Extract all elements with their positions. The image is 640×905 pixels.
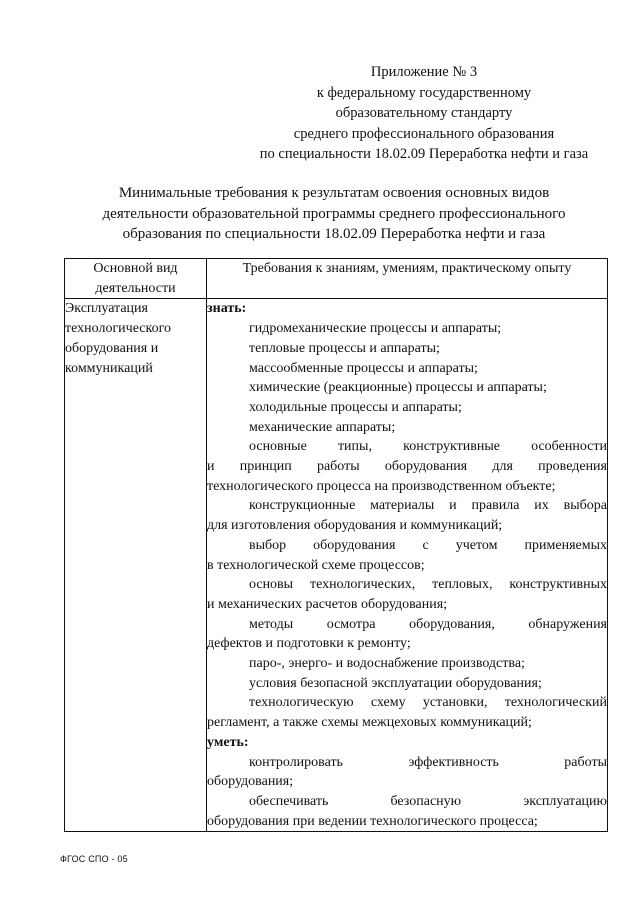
list-item: методы осмотра оборудования, обнаружения — [249, 616, 607, 632]
requirements-table — [64, 258, 608, 832]
list-item-continued: и механических расчетов оборудования; — [207, 596, 448, 612]
list-item: гидромеханические процессы и аппараты; — [249, 321, 502, 337]
list-item: холодильные процессы и аппараты; — [249, 399, 462, 415]
column-header-activity — [65, 259, 207, 299]
heading-line: Минимальные требования к результатам освоения основных видов — [118, 185, 550, 201]
appendix-line: образовательному стандарту — [335, 105, 513, 121]
activity-line: технологического — [65, 321, 171, 337]
requirements-cell — [207, 299, 608, 832]
appendix-block — [220, 62, 628, 165]
table-header-row — [65, 259, 608, 299]
list-item: выбор оборудования с учетом применяемых — [249, 537, 607, 553]
list-item-continued: и принцип работы оборудования для проведения — [207, 459, 607, 475]
footer-code: ФГОС СПО - 05 — [60, 854, 128, 864]
appendix-line: к федеральному государственному — [316, 84, 532, 101]
activity-line: Эксплуатация — [65, 301, 148, 317]
appendix-line: по специальности 18.02.09 Переработка нефти и газа — [259, 146, 589, 162]
appendix-line: среднего профессионального образования — [293, 125, 555, 142]
list-item: массообменные процессы и аппараты; — [249, 360, 478, 376]
list-item-continued: оборудования; — [207, 774, 294, 790]
list-item: основы технологических, тепловых, конструктивных — [249, 577, 607, 593]
list-item-continued: для изготовления оборудования и коммуникаций; — [207, 518, 503, 534]
know-label: знать: — [207, 301, 247, 317]
list-item: конструкционные материалы и правила их выбора — [249, 498, 607, 514]
table-row — [65, 299, 608, 832]
column-header-requirements: Требования к знаниям, умениям, практическому опыту — [207, 259, 608, 299]
appendix-line: Приложение № 3 — [370, 64, 478, 80]
header-line: деятельности — [95, 280, 176, 296]
header-line: Основной вид — [93, 261, 178, 276]
list-item-continued: регламент, а также схемы межцеховых коммуникаций; — [207, 715, 532, 731]
list-item: тепловые процессы и аппараты; — [249, 340, 440, 356]
activity-cell — [65, 299, 207, 832]
document-heading — [66, 183, 602, 245]
heading-line: образования по специальности 18.02.09 Переработка нефти и газа — [122, 226, 546, 242]
list-item-continued: оборудования при ведении технологического процесса; — [207, 813, 538, 829]
list-item-continued: дефектов и подготовки к ремонту; — [207, 636, 411, 652]
list-item: условия безопасной эксплуатации оборудования; — [249, 675, 542, 691]
list-item: механические аппараты; — [249, 419, 396, 435]
heading-line: деятельности образовательной программы среднего профессионального — [102, 205, 566, 222]
activity-line: оборудования и — [65, 340, 159, 356]
list-item: основные типы, конструктивные особенности — [249, 439, 607, 455]
list-item-continued: в технологической схеме процессов; — [207, 557, 425, 573]
can-label: уметь: — [207, 734, 249, 750]
list-item: паро-, энерго- и водоснабжение производства; — [249, 656, 525, 672]
list-item: химические (реакционные) процессы и аппараты; — [249, 380, 547, 396]
list-item: контролировать эффективность работы — [249, 754, 607, 770]
list-item: технологическую схему установки, технологический — [249, 695, 607, 711]
list-item: обеспечивать безопасную эксплуатацию — [249, 793, 607, 809]
list-item-continued: технологического процесса на производственном объекте; — [207, 478, 556, 494]
activity-line: коммуникаций — [65, 360, 153, 376]
